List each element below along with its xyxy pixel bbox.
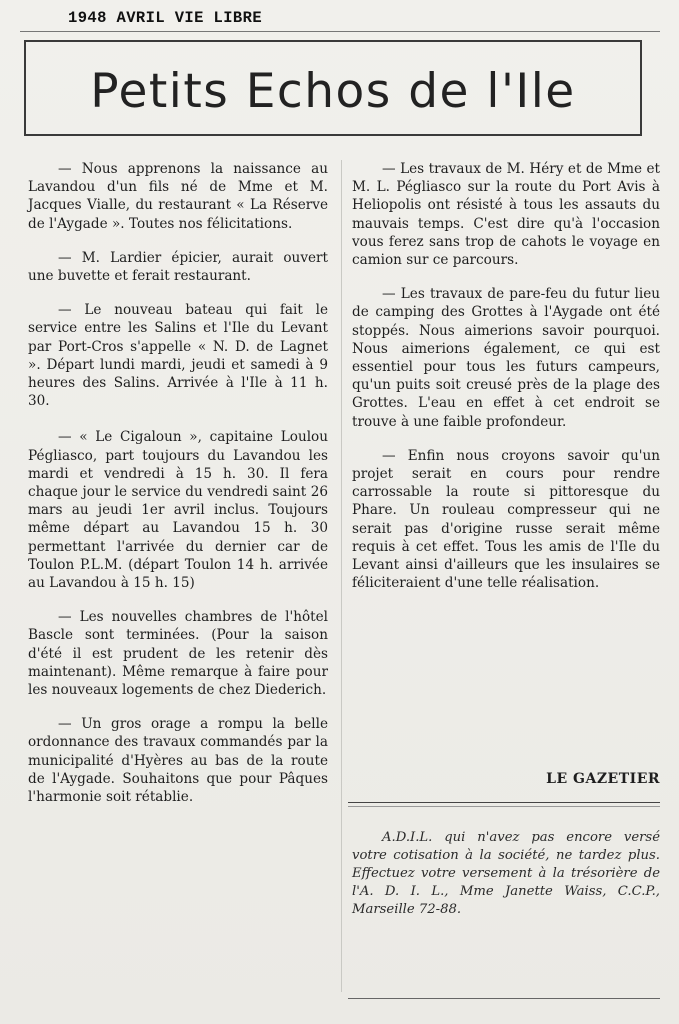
article-paragraph: — « Le Cigaloun », capitaine Loulou Pégliasco, part toujours du Lavandou les mardi et vendredi à 15 h. 30. Il fera chaque jour le service du vendredi saint 26 mars au jeudi 1er avril inclus. Toujours même départ au Lavandou 15 h. 30 permettant l'arrivée du dernier car de Toulon P.L.M. (départ Toulon 14 h. arrivée au Lavandou à 15 h. 15) <box>28 429 328 592</box>
article-paragraph: — M. Lardier épicier, aurait ouvert une buvette et ferait restaurant. <box>28 249 328 285</box>
bottom-rule <box>348 998 660 999</box>
article-paragraph: — Les travaux de M. Héry et de Mme et M. L. Pégliasco sur la route du Port Avis à Heliopolis ont résisté à tous les assauts du mauvais temps. C'est dire qu'à l'occasion vous ferez sans trop de cahots le voyage en camion sur ce parcours. <box>352 161 660 269</box>
separator-rule <box>348 806 660 807</box>
page-title: Petits Echos de l'Ile <box>90 63 576 119</box>
article-paragraph: — Un gros orage a rompu la belle ordonnance des travaux commandés par la municipalité d'Hyères au bas de la route de l'Aygade. Souhaitons que pour Pâques l'harmonie soit rétablie. <box>28 716 328 806</box>
article-paragraph: — Nous apprenons la naissance au Lavandou d'un fils né de Mme et M. Jacques Vialle, du restaurant « La Réserve de l'Aygade ». Toutes nos félicitations. <box>28 161 328 232</box>
title-box <box>24 40 642 136</box>
left-column <box>28 160 328 822</box>
top-rule <box>20 31 660 32</box>
author-signature: LE GAZETIER <box>546 771 660 787</box>
article-paragraph: — Les travaux de pare-feu du futur lieu de camping des Grottes à l'Aygade ont été stoppés. Nous aimerions savoir pourquoi. Nous aimerions également, ce qui est essentiel pour tous les futurs campeurs, qu'un puits soit creusé près de la plage des Grottes. L'eau en effet à cet endroit se trouve à une faible profondeur. <box>352 286 660 430</box>
notice-text: A.D.I.L. qui n'avez pas encore versé votre cotisation à la société, ne tardez plus. Effectuez votre versement à la trésorière de l'A. D. I. L., Mme Janette Waiss, C.C.P., Marseille 72-88. <box>352 830 660 917</box>
membership-notice <box>352 829 660 919</box>
date-stamp: 1948 AVRIL VIE LIBRE <box>68 9 263 27</box>
column-divider <box>341 160 342 992</box>
right-column <box>352 160 660 608</box>
separator-rule <box>348 802 660 803</box>
article-paragraph: — Enfin nous croyons savoir qu'un projet serait en cours pour rendre carrossable la route si pittoresque du Phare. Un rouleau compresseur qui ne serait pas d'origine russe serait même requis à cet effet. Tous les amis de l'Ile du Levant ainsi d'ailleurs que les insulaires se féliciteraient d'une telle réalisation. <box>352 447 660 592</box>
article-paragraph: — Les nouvelles chambres de l'hôtel Bascle sont terminées. (Pour la saison d'été il est prudent de les retenir dès maintenant). Même remarque à faire pour les nouveaux logements de chez Diederich. <box>28 609 328 699</box>
article-paragraph: — Le nouveau bateau qui fait le service entre les Salins et l'Ile du Levant par Port-Cros s'appelle « N. D. de Lagnet ». Départ lundi mardi, jeudi et samedi à 9 heures des Salins. Arrivée à l'Ile à 11 h. 30. <box>28 302 328 410</box>
